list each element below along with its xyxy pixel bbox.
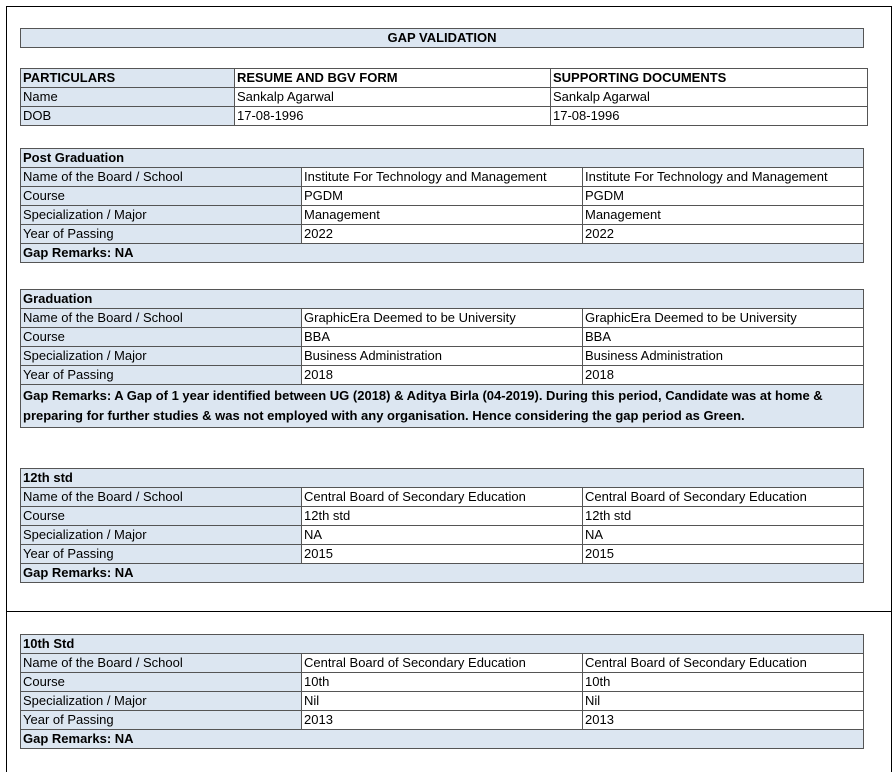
table-row [21, 225, 864, 244]
section-10th-std [20, 634, 864, 749]
row-docs-value: 17-08-1996 [551, 107, 868, 126]
table-row [21, 711, 864, 730]
table-row [21, 488, 864, 507]
header-resume: RESUME AND BGV FORM [235, 69, 551, 88]
section-title: Graduation [21, 290, 864, 309]
header-particulars: PARTICULARS [21, 69, 235, 88]
table-row [21, 206, 864, 225]
section-title: 12th std [21, 469, 864, 488]
row-label: DOB [21, 107, 235, 126]
row-docs-value: Central Board of Secondary Education [583, 654, 864, 673]
table-row [21, 366, 864, 385]
table-row [21, 168, 864, 187]
row-docs-value: 2018 [583, 366, 864, 385]
table-row [21, 545, 864, 564]
table-row [21, 309, 864, 328]
row-label: Course [21, 507, 302, 526]
row-resume-value: GraphicEra Deemed to be University [302, 309, 583, 328]
gap-remarks: Gap Remarks: A Gap of 1 year identified between UG (2018) & Aditya Birla (04-2019). During this period, Candidate was at home & preparing for further studies & was not employed with any organisation. Hence considering the gap period as Green. [21, 385, 864, 428]
section-post-graduation [20, 148, 864, 263]
row-resume-value: BBA [302, 328, 583, 347]
row-resume-value: 17-08-1996 [235, 107, 551, 126]
row-label: Specialization / Major [21, 206, 302, 225]
row-label: Course [21, 673, 302, 692]
row-label: Specialization / Major [21, 692, 302, 711]
row-resume-value: 2018 [302, 366, 583, 385]
table-row [21, 526, 864, 545]
gap-remarks: Gap Remarks: NA [21, 564, 864, 583]
row-resume-value: Management [302, 206, 583, 225]
row-docs-value: PGDM [583, 187, 864, 206]
page-title: GAP VALIDATION [21, 29, 864, 48]
section-12th-std [20, 468, 864, 583]
row-docs-value: BBA [583, 328, 864, 347]
table-row [21, 88, 868, 107]
row-label: Year of Passing [21, 225, 302, 244]
gap-remarks: Gap Remarks: NA [21, 730, 864, 749]
table-row [21, 654, 864, 673]
row-label: Year of Passing [21, 545, 302, 564]
row-label: Specialization / Major [21, 347, 302, 366]
row-docs-value: 2013 [583, 711, 864, 730]
row-resume-value: 12th std [302, 507, 583, 526]
table-row [21, 507, 864, 526]
row-resume-value: 2022 [302, 225, 583, 244]
row-resume-value: Sankalp Agarwal [235, 88, 551, 107]
section-graduation [20, 289, 864, 428]
title-table [20, 28, 864, 48]
section-title: Post Graduation [21, 149, 864, 168]
table-header-row [21, 69, 868, 88]
table-row [21, 328, 864, 347]
row-resume-value: 2015 [302, 545, 583, 564]
row-label: Name of the Board / School [21, 309, 302, 328]
row-docs-value: Business Administration [583, 347, 864, 366]
row-label: Year of Passing [21, 711, 302, 730]
row-label: Course [21, 328, 302, 347]
row-docs-value: 12th std [583, 507, 864, 526]
row-docs-value: 2022 [583, 225, 864, 244]
row-label: Specialization / Major [21, 526, 302, 545]
gap-remarks: Gap Remarks: NA [21, 244, 864, 263]
row-resume-value: Central Board of Secondary Education [302, 488, 583, 507]
personal-table [20, 68, 868, 126]
table-row [21, 347, 864, 366]
row-resume-value: 10th [302, 673, 583, 692]
row-docs-value: GraphicEra Deemed to be University [583, 309, 864, 328]
row-docs-value: Nil [583, 692, 864, 711]
row-label: Name [21, 88, 235, 107]
row-resume-value: Business Administration [302, 347, 583, 366]
row-resume-value: Nil [302, 692, 583, 711]
section-title: 10th Std [21, 635, 864, 654]
row-label: Name of the Board / School [21, 654, 302, 673]
row-docs-value: Management [583, 206, 864, 225]
row-label: Year of Passing [21, 366, 302, 385]
row-label: Course [21, 187, 302, 206]
row-resume-value: NA [302, 526, 583, 545]
table-row [21, 673, 864, 692]
row-docs-value: Institute For Technology and Management [583, 168, 864, 187]
row-docs-value: Sankalp Agarwal [551, 88, 868, 107]
row-docs-value: 10th [583, 673, 864, 692]
row-resume-value: Institute For Technology and Management [302, 168, 583, 187]
row-label: Name of the Board / School [21, 168, 302, 187]
table-row [21, 187, 864, 206]
row-resume-value: 2013 [302, 711, 583, 730]
row-resume-value: PGDM [302, 187, 583, 206]
row-resume-value: Central Board of Secondary Education [302, 654, 583, 673]
header-supporting: SUPPORTING DOCUMENTS [551, 69, 868, 88]
table-row [21, 692, 864, 711]
row-docs-value: 2015 [583, 545, 864, 564]
row-label: Name of the Board / School [21, 488, 302, 507]
table-row [21, 107, 868, 126]
row-docs-value: NA [583, 526, 864, 545]
row-docs-value: Central Board of Secondary Education [583, 488, 864, 507]
